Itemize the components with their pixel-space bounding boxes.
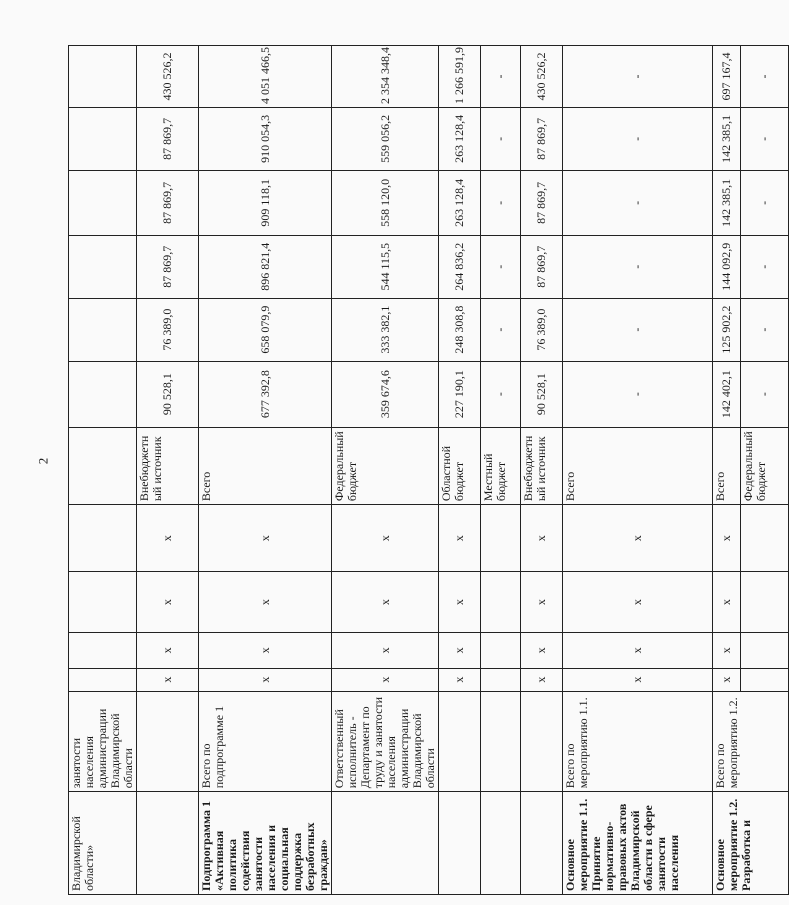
x-cell <box>69 633 137 669</box>
value-cell: - <box>481 170 521 235</box>
value-cell <box>69 361 137 427</box>
source-cell: Федеральный бюджет <box>741 427 789 505</box>
value-cell: 87 869,7 <box>137 170 199 235</box>
value-cell: - <box>481 46 521 108</box>
value-cell: 263 128,4 <box>439 170 481 235</box>
value-cell: 333 382,1 <box>332 298 439 361</box>
x-cell: х <box>563 668 713 691</box>
table-row <box>563 46 713 895</box>
value-cell: 227 190,1 <box>439 361 481 427</box>
value-cell: 544 115,5 <box>332 235 439 298</box>
value-cell <box>69 235 137 298</box>
x-cell: х <box>713 633 741 669</box>
value-cell: 87 869,7 <box>137 107 199 170</box>
x-cell: х <box>521 505 563 572</box>
value-cell: - <box>481 298 521 361</box>
value-cell: 1 266 591,9 <box>439 46 481 108</box>
row-label <box>137 792 199 895</box>
value-cell: 559 056,2 <box>332 107 439 170</box>
x-cell: х <box>439 633 481 669</box>
x-cell: х <box>137 668 199 691</box>
value-cell: - <box>741 235 789 298</box>
source-cell: Всего <box>563 427 713 505</box>
value-cell <box>69 46 137 108</box>
x-cell: х <box>137 505 199 572</box>
x-cell: х <box>713 505 741 572</box>
x-cell: х <box>563 633 713 669</box>
value-cell: 87 869,7 <box>521 170 563 235</box>
source-cell: Федеральный бюджет <box>332 427 439 505</box>
value-cell: - <box>563 107 713 170</box>
value-cell: 142 385,1 <box>713 107 741 170</box>
value-cell: - <box>563 298 713 361</box>
x-cell: х <box>199 505 332 572</box>
x-cell <box>69 505 137 572</box>
source-cell <box>69 427 137 505</box>
value-cell: - <box>481 107 521 170</box>
x-cell: х <box>332 633 439 669</box>
row-executor: Всего по подпрограмме 1 <box>199 691 332 792</box>
x-cell: х <box>332 668 439 691</box>
x-cell: х <box>713 668 741 691</box>
value-cell: - <box>563 235 713 298</box>
value-cell: 263 128,4 <box>439 107 481 170</box>
row-label <box>332 792 439 895</box>
value-cell: 264 836,2 <box>439 235 481 298</box>
row-label: Подпрограмма 1 «Активная политика содействия занятости населения и социальная поддержка безработных граждан» <box>199 792 332 895</box>
table-row <box>332 46 439 895</box>
value-cell: 558 120,0 <box>332 170 439 235</box>
table-row <box>713 46 741 895</box>
x-cell: х <box>563 505 713 572</box>
value-cell: 87 869,7 <box>137 235 199 298</box>
x-cell <box>741 505 789 572</box>
x-cell: х <box>439 668 481 691</box>
x-cell <box>69 572 137 633</box>
source-cell: Местный бюджет <box>481 427 521 505</box>
value-cell: - <box>481 235 521 298</box>
x-cell: х <box>521 572 563 633</box>
value-cell: 248 308,8 <box>439 298 481 361</box>
x-cell: х <box>713 572 741 633</box>
x-cell: х <box>563 572 713 633</box>
value-cell: 142 402,1 <box>713 361 741 427</box>
value-cell: 144 092,9 <box>713 235 741 298</box>
value-cell: 76 389,0 <box>521 298 563 361</box>
value-cell: - <box>563 46 713 108</box>
x-cell: х <box>521 668 563 691</box>
budget-table <box>68 45 789 895</box>
x-cell: х <box>137 633 199 669</box>
value-cell <box>69 107 137 170</box>
row-executor <box>137 691 199 792</box>
row-label <box>439 792 481 895</box>
value-cell: 87 869,7 <box>521 235 563 298</box>
value-cell: - <box>741 170 789 235</box>
value-cell: 87 869,7 <box>521 107 563 170</box>
value-cell: 76 389,0 <box>137 298 199 361</box>
value-cell <box>69 298 137 361</box>
value-cell: 90 528,1 <box>137 361 199 427</box>
value-cell: 697 167,4 <box>713 46 741 108</box>
x-cell: х <box>332 572 439 633</box>
row-label: Владимирской области» <box>69 792 137 895</box>
x-cell <box>741 668 789 691</box>
x-cell <box>69 668 137 691</box>
row-executor: занятости населения администрации Владимирской области <box>69 691 137 792</box>
value-cell: 90 528,1 <box>521 361 563 427</box>
row-executor <box>439 691 481 792</box>
value-cell: 910 054,3 <box>199 107 332 170</box>
value-cell: 430 526,2 <box>137 46 199 108</box>
row-label: Основное мероприятие 1.1. Принятие нормативно-правовых актов Владимирской области в сфере занятости населения <box>563 792 713 895</box>
x-cell: х <box>521 633 563 669</box>
x-cell: х <box>332 505 439 572</box>
table-row <box>137 46 199 895</box>
rotated-table-wrapper <box>68 45 771 895</box>
value-cell: 359 674,6 <box>332 361 439 427</box>
value-cell: 2 354 348,4 <box>332 46 439 108</box>
row-label <box>521 792 563 895</box>
value-cell: 658 079,9 <box>199 298 332 361</box>
x-cell: х <box>439 572 481 633</box>
source-cell: Внебюджетный источник <box>521 427 563 505</box>
x-cell: х <box>199 633 332 669</box>
x-cell: х <box>199 668 332 691</box>
x-cell <box>481 668 521 691</box>
value-cell: - <box>741 361 789 427</box>
x-cell: х <box>439 505 481 572</box>
value-cell: - <box>563 361 713 427</box>
row-label <box>481 792 521 895</box>
value-cell: 142 385,1 <box>713 170 741 235</box>
row-executor: Ответственный исполнитель - Департамент по труду и занятости населения администрации Владимирской области <box>332 691 439 792</box>
table-row <box>481 46 521 895</box>
value-cell: 909 118,1 <box>199 170 332 235</box>
x-cell <box>741 572 789 633</box>
x-cell <box>481 572 521 633</box>
x-cell: х <box>199 572 332 633</box>
value-cell: - <box>563 170 713 235</box>
table-row <box>69 46 137 895</box>
value-cell: 4 051 466,5 <box>199 46 332 108</box>
row-executor <box>521 691 563 792</box>
page-number: 2 <box>35 457 51 465</box>
source-cell: Всего <box>713 427 741 505</box>
row-label: Основное мероприятие 1.2. Разработка и <box>713 792 789 895</box>
value-cell: 677 392,8 <box>199 361 332 427</box>
x-cell: х <box>137 572 199 633</box>
row-executor: Всего по мероприятию 1.1. <box>563 691 713 792</box>
x-cell <box>481 505 521 572</box>
value-cell: - <box>741 107 789 170</box>
source-cell: Внебюджетный источник <box>137 427 199 505</box>
source-cell: Всего <box>199 427 332 505</box>
value-cell: - <box>741 298 789 361</box>
value-cell: - <box>481 361 521 427</box>
value-cell: - <box>741 46 789 108</box>
row-executor <box>481 691 521 792</box>
value-cell <box>69 170 137 235</box>
table-row <box>199 46 332 895</box>
table-row <box>439 46 481 895</box>
table-row <box>521 46 563 895</box>
x-cell <box>481 633 521 669</box>
value-cell: 430 526,2 <box>521 46 563 108</box>
value-cell: 125 902,2 <box>713 298 741 361</box>
source-cell: Областной бюджет <box>439 427 481 505</box>
row-executor: Всего по мероприятию 1.2. <box>713 691 789 792</box>
x-cell <box>741 633 789 669</box>
value-cell: 896 821,4 <box>199 235 332 298</box>
